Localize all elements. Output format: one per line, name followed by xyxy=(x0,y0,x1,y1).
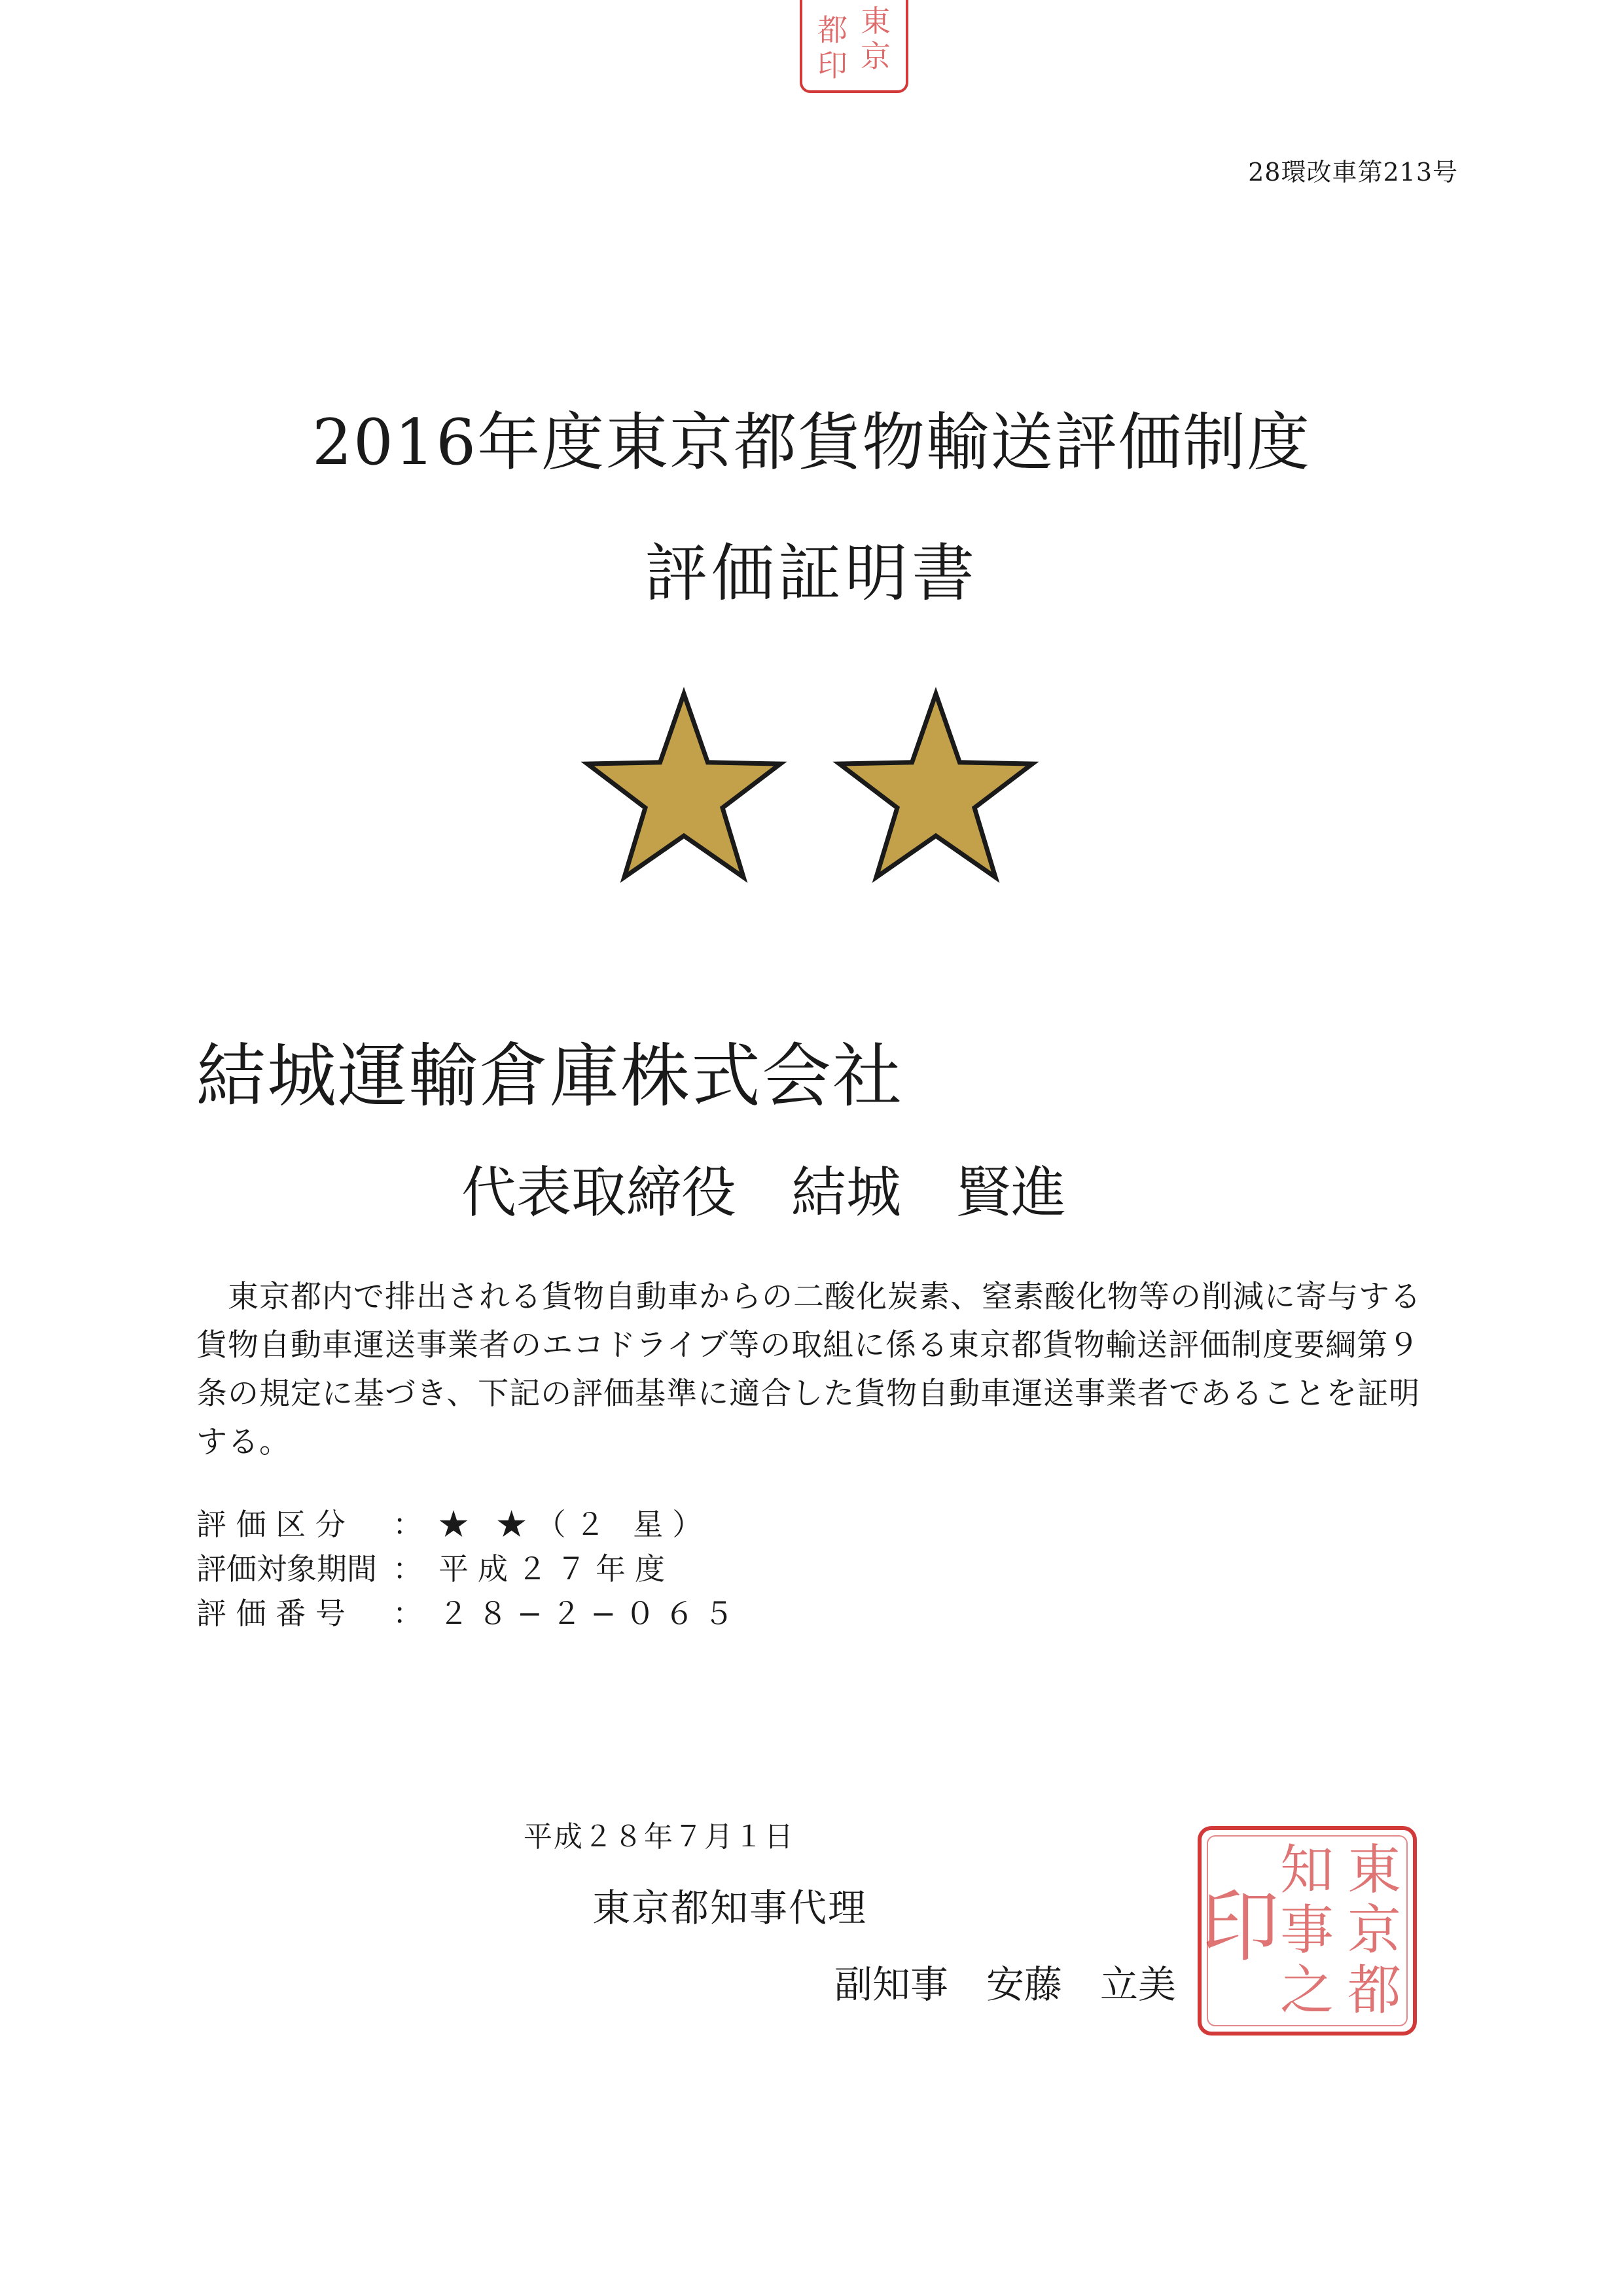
seal-character: 都 xyxy=(1347,1960,1402,2022)
svg-text:東: 東 xyxy=(861,3,891,39)
evaluation-item-category xyxy=(196,1502,743,1547)
document-number: 28環改車第213号 xyxy=(1248,158,1458,187)
item-separator: ： xyxy=(393,1596,423,1631)
representative-name: 代表取締役 結城 賢進 xyxy=(461,1160,1067,1225)
seal-character: 印 xyxy=(1201,1882,1279,1973)
company-name: 結城運輸倉庫株式会社 xyxy=(196,1036,903,1117)
item-value: 平成２７年度 xyxy=(438,1551,674,1587)
seal-character: 之 xyxy=(1279,1960,1334,2022)
svg-text:京: 京 xyxy=(861,39,891,74)
item-label: 評価対象期間 xyxy=(196,1551,377,1587)
official-seal xyxy=(1194,1823,1420,2039)
item-label: 評 価 番 号 xyxy=(196,1596,346,1631)
top-partial-seal xyxy=(792,0,916,98)
star-icon xyxy=(588,694,781,877)
star-icon xyxy=(840,694,1033,877)
certificate-subtitle: 評価証明書 xyxy=(645,537,978,610)
signer-name: 副知事 安藤 立美 xyxy=(834,1962,1177,2007)
evaluation-item-period xyxy=(196,1547,743,1591)
svg-text:印: 印 xyxy=(817,48,847,83)
certificate-title: 2016年度東京都貨物輸送評価制度 xyxy=(312,406,1311,479)
seal-character: 事 xyxy=(1279,1899,1334,1962)
svg-text:都: 都 xyxy=(817,12,847,48)
star-rating xyxy=(569,684,1054,900)
item-value: ★ ★（２ 星） xyxy=(438,1507,712,1542)
item-separator: ： xyxy=(393,1507,423,1542)
issue-date: 平成２８年７月１日 xyxy=(524,1820,794,1854)
evaluation-item-number xyxy=(196,1591,743,1636)
seal-character: 京 xyxy=(1347,1899,1402,1962)
seal-character: 東 xyxy=(1347,1839,1402,1901)
issuer-title: 東京都知事代理 xyxy=(592,1886,868,1930)
seal-character: 知 xyxy=(1279,1839,1334,1901)
evaluation-items xyxy=(196,1502,743,1636)
item-value: ２８−２−０６５ xyxy=(438,1596,743,1631)
item-separator: ： xyxy=(393,1551,423,1587)
certification-text: 東京都内で排出される貨物自動車からの二酸化炭素、窒素酸化物等の削減に寄与する貨物自動車運送事業者のエコドライブ等の取組に係る東京都貨物輸送評価制度要綱第９条の規定に基づき、下記の評価基準に適合した貨物自動車運送事業者であることを証明する。 xyxy=(196,1279,1421,1460)
item-label: 評 価 区 分 xyxy=(196,1507,346,1542)
